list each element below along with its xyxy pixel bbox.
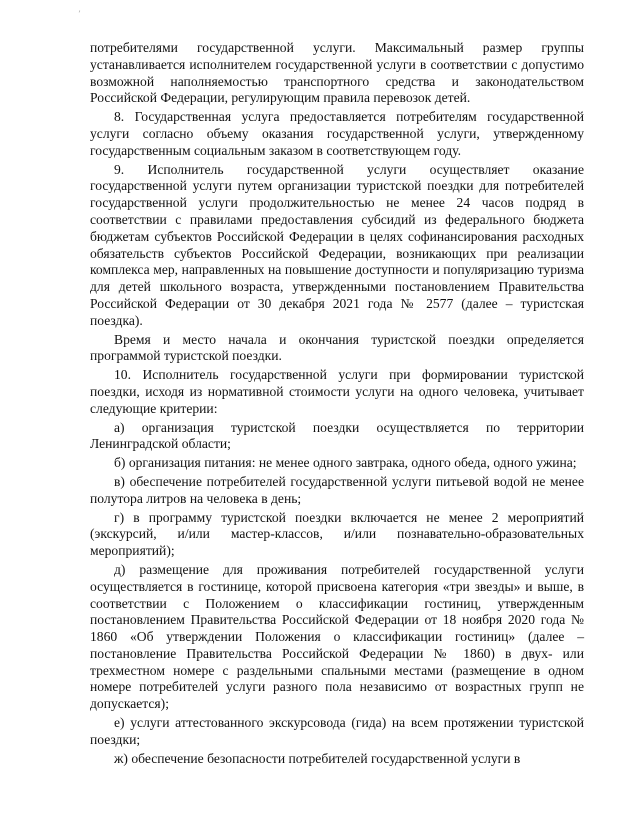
paragraph: в) обеспечение потребителей государственной услуги питьевой водой не менее полутора литров на человека в день; — [90, 473, 584, 506]
paragraph: потребителями государственной услуги. Максимальный размер группы устанавливается исполнителем государственной услуги в соответствии с допустимо возможной наполняемостью транспортного средства и законодательством Российской Федерации, регулирующим правила перевозок детей. — [90, 40, 584, 106]
paragraph: б) организация питания: не менее одного завтрака, одного обеда, одного ужина; — [114, 455, 577, 471]
paragraph: 8. Государственная услуга предоставляется потребителям государственной услуги согласно объему оказания государственной услуги, утвержденному государственным социальным заказом в соответствующем году. — [90, 109, 584, 158]
paragraph: Время и место начала и окончания туристской поездки определяется программой туристской поездки. — [90, 331, 584, 364]
document-body — [90, 40, 584, 769]
paragraph: а) организация туристской поездки осуществляется по территории Ленинградской области; — [90, 419, 584, 452]
paragraph: е) услуги аттестованного экскурсовода (гида) на всем протяжении туристской поездки; — [90, 715, 584, 747]
paragraph: г) в программу туристской поездки включается не менее 2 мероприятий (экскурсий, и/или мастер-классов, и/или познавательно-образовательных мероприятий); — [90, 509, 584, 559]
paragraph: 10. Исполнитель государственной услуги при формировании туристской поездки, исходя из нормативной стоимости услуги на одного человека, учитывает следующие критерии: — [90, 367, 584, 416]
scan-mark: ’ — [78, 10, 81, 20]
paragraph: ж) обеспечение безопасности потребителей государственной услуги в — [114, 750, 521, 766]
paragraph: 9. Исполнитель государственной услуги осуществляет оказание государственной услуги путем организации туристской поездки для потребителей государственной услуги продолжительностью не менее 24 часов подряд в соответствии с правилами предоставления субсидий из федерального бюджета бюджетам субъектов Российской Федерации в целях софинансирования расходных обязательств субъектов Российской Федерации, возникающих при реализации комплекса мер, направленных на повышение доступности и популяризацию туризма для детей школьного возраста, утвержденными постановлением Правительства Российской Федерации от 30 декабря 2021 года № 2577 (далее – туристская поездка). — [90, 161, 584, 328]
paragraph: д) размещение для проживания потребителей государственной услуги осуществляется в гостинице, которой присвоена категория «три звезды» и выше, в соответствии с Положением о классификации гостиниц, утвержденным постановлением Правительства Российской Федерации от 18 ноября 2020 года № 1860 «Об утверждении Положения о классификации гостиниц» (далее – постановление Правительства Российской Федерации № 1860) в двух- или трехместном номере с раздельными спальными местами (размещение в одном номере потребителей услуги разного пола независимо от возрастных групп не допускается); — [90, 561, 584, 712]
